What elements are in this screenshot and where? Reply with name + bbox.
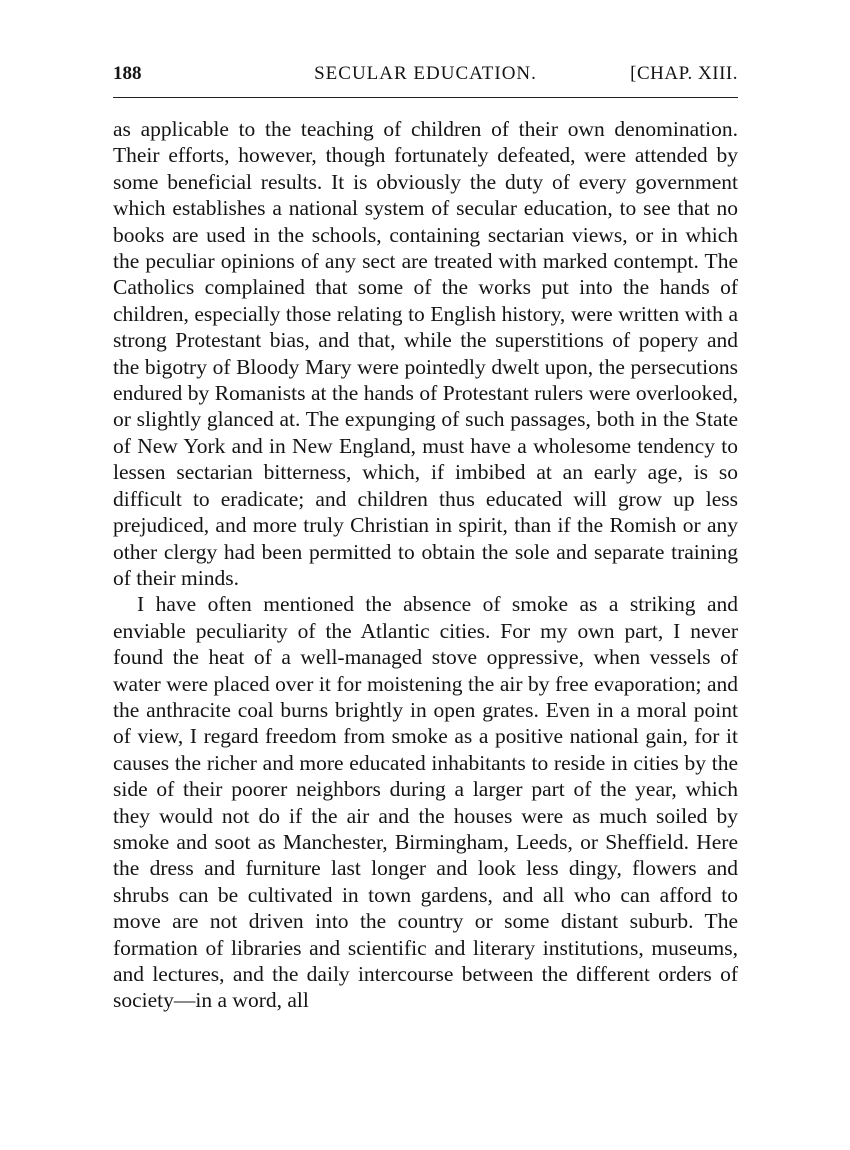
header-rule [113,97,738,98]
chapter-reference: [CHAP. XIII. [630,63,738,84]
paragraph-smoke: I have often mentioned the absence of smoke as a striking and enviable peculiarity of the Atlantic cities. For my own part, I never found the heat of a well-managed stove oppressive, when vessels of water were placed over it for moistening the air by free evaporation; and the anthracite coal burns brightly in open grates. Even in a moral point of view, I regard freedom from smoke as a positive national gain, for it causes the richer and more educated inhabitants to reside in cities by the side of their poorer neighbors during a larger part of the year, which they would not do if the air and the houses were as much soiled by smoke and soot as Manchester, Birmingham, Leeds, or Sheffield. Here the dress and furniture last longer and look less dingy, flowers and shrubs can be cultivated in town gardens, and all who can afford to move are not driven into the country or some distant suburb. The formation of libraries and scientific and literary institutions, museums, and lectures, and the daily intercourse between the different orders of society—in a word, all [113,592,738,1013]
running-header [113,62,738,86]
running-title: SECULAR EDUCATION. [314,63,537,84]
paragraph-continued: as applicable to the teaching of children of their own denomination. Their efforts, however, though fortunately defeated, were attended by some beneficial results. It is obviously the duty of every government which establishes a national system of secular education, to see that no books are used in the schools, containing sectarian views, or in which the peculiar opinions of any sect are treated with marked contempt. The Catholics complained that some of the works put into the hands of children, especially those relating to English history, were written with a strong Protestant bias, and that, while the superstitions of popery and the bigotry of Bloody Mary were pointedly dwelt upon, the persecutions endured by Romanists at the hands of Protestant rulers were overlooked, or slightly glanced at. The expunging of such passages, both in the State of New York and in New England, must have a wholesome tendency to lessen sectarian bitterness, which, if imbibed at an early age, is so difficult to eradicate; and children thus educated will grow up less prejudiced, and more truly Christian in spirit, than if the Romish or any other clergy had been permitted to obtain the sole and separate training of their minds. [113,117,738,590]
body-text [113,116,738,1014]
page-number: 188 [113,63,142,84]
